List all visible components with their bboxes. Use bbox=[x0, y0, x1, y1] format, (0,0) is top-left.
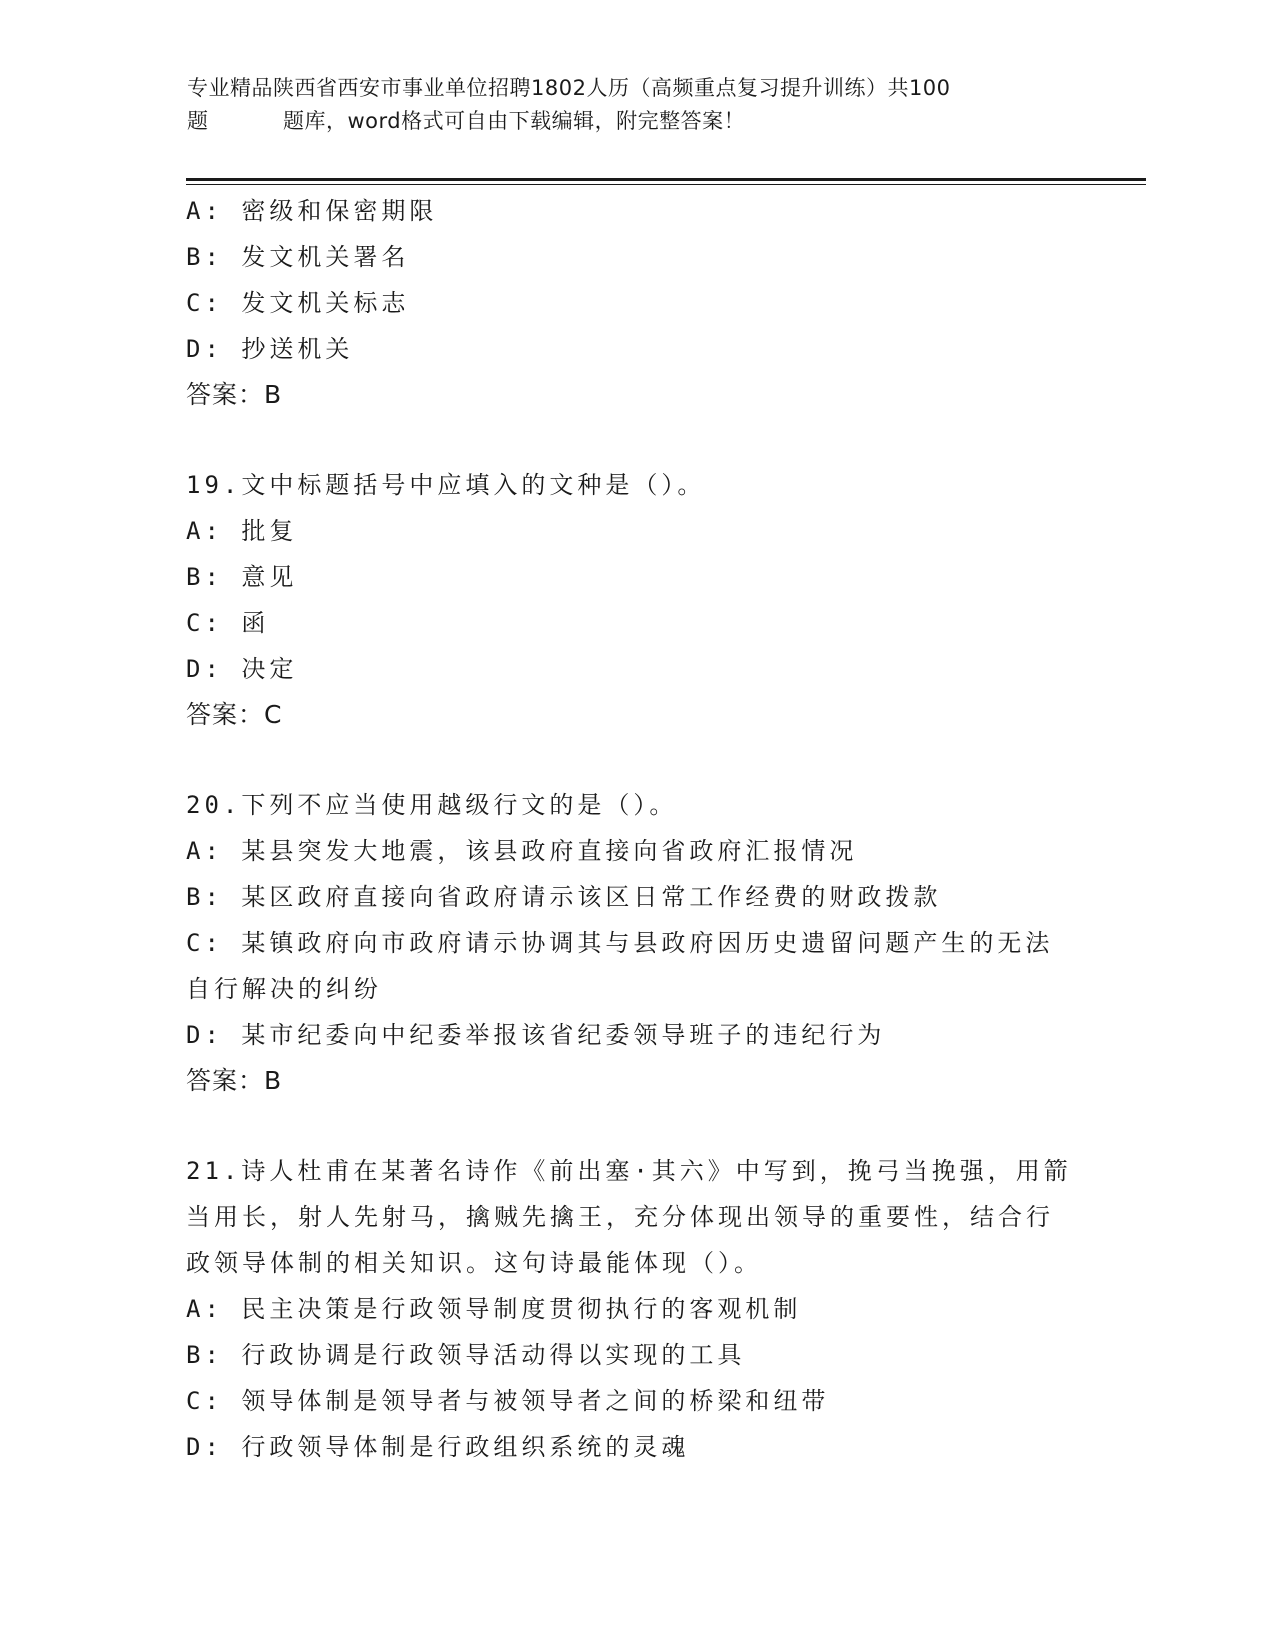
option-a: A: 某县突发大地震，该县政府直接向省政府汇报情况 bbox=[186, 837, 858, 865]
header-divider-thick bbox=[186, 178, 1146, 181]
header-line2-left: 题 bbox=[187, 109, 209, 133]
header-line2-right: 题库，word格式可自由下载编辑，附完整答案！ bbox=[283, 109, 746, 133]
option-b: B: 行政协调是行政领导活动得以实现的工具 bbox=[186, 1341, 746, 1369]
question-19 bbox=[186, 462, 1076, 738]
answer: 答案：C bbox=[186, 700, 283, 729]
option-b: B: 某区政府直接向省政府请示该区日常工作经费的财政拨款 bbox=[186, 883, 942, 911]
question-text: 20.下列不应当使用越级行文的是（）。 bbox=[186, 791, 678, 819]
option-b: B: 发文机关署名 bbox=[186, 243, 410, 271]
option-c: C: 函 bbox=[186, 609, 270, 637]
option-a: A: 密级和保密期限 bbox=[186, 197, 438, 225]
question-content bbox=[186, 188, 1076, 1470]
option-d: D: 行政领导体制是行政组织系统的灵魂 bbox=[186, 1433, 690, 1461]
answer: 答案：B bbox=[186, 380, 283, 409]
option-d: D: 抄送机关 bbox=[186, 335, 354, 363]
option-c: C: 某镇政府向市政府请示协调其与县政府因历史遗留问题产生的无法自行解决的纠纷 bbox=[186, 929, 1054, 1003]
question-21 bbox=[186, 1148, 1076, 1470]
question-text: 21.诗人杜甫在某著名诗作《前出塞·其六》中写到，挽弓当挽强，用箭当用长，射人先射马，擒贼先擒王，充分体现出领导的重要性，结合行政领导体制的相关知识。这句诗最能体现（）。 bbox=[186, 1157, 1072, 1277]
option-a: A: 批复 bbox=[186, 517, 298, 545]
option-c: C: 发文机关标志 bbox=[186, 289, 410, 317]
answer: 答案：B bbox=[186, 1066, 283, 1095]
page-header bbox=[187, 72, 1087, 138]
option-d: D: 决定 bbox=[186, 655, 298, 683]
question-text: 19.文中标题括号中应填入的文种是（）。 bbox=[186, 471, 706, 499]
option-a: A: 民主决策是行政领导制度贯彻执行的客观机制 bbox=[186, 1295, 802, 1323]
option-d: D: 某市纪委向中纪委举报该省纪委领导班子的违纪行为 bbox=[186, 1021, 886, 1049]
option-c: C: 领导体制是领导者与被领导者之间的桥梁和纽带 bbox=[186, 1387, 830, 1415]
header-divider-thin bbox=[186, 184, 1146, 185]
header-title-line1: 专业精品陕西省西安市事业单位招聘1802人历（高频重点复习提升训练）共100 bbox=[187, 76, 951, 100]
question-20 bbox=[186, 782, 1076, 1104]
question-18-tail bbox=[186, 188, 1076, 418]
header-title-line2 bbox=[187, 105, 1087, 138]
option-b: B: 意见 bbox=[186, 563, 298, 591]
